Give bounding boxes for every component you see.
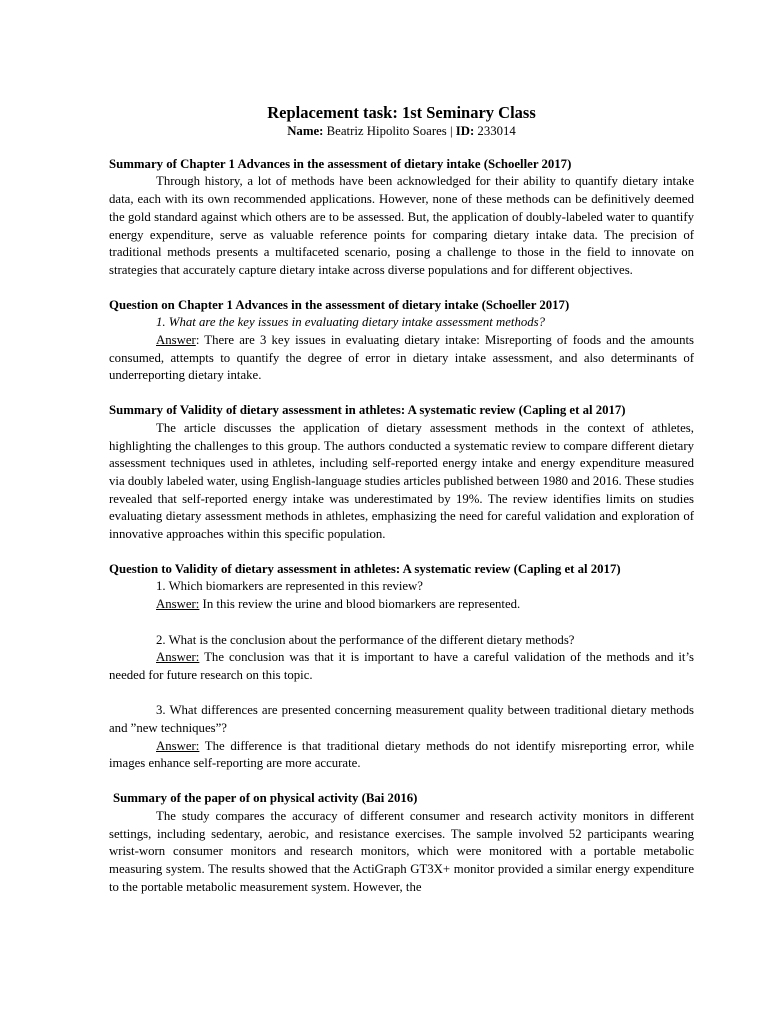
answer-paragraph	[109, 332, 694, 385]
id-label: ID:	[455, 124, 475, 138]
answer-text: : There are 3 key issues in evaluating dietary intake: Misreporting of foods and the amounts consumed, attempts to quantify the degree of error in dietary intake assessment, and also determinants of underreporting dietary intake.	[109, 333, 694, 383]
answer-paragraph	[109, 738, 694, 773]
answer-text: In this review the urine and blood biomarkers are represented.	[199, 597, 521, 612]
question-text: 1. Which biomarkers are represented in this review?	[156, 579, 423, 594]
document-content	[109, 102, 694, 913]
section-summary-capling	[109, 402, 694, 544]
answer-paragraph	[109, 649, 694, 684]
section-summary-schoeller	[109, 156, 694, 280]
question-text: 3. What differences are presented concerning measurement quality between traditional dietary methods and ”new techniques”?	[109, 703, 694, 736]
section-heading: Question to Validity of dietary assessment in athletes: A systematic review (Capling et al 2017)	[109, 561, 621, 576]
answer-text: The difference is that traditional dietary methods do not identify misreporting error, while images enhance self-reporting are more accurate.	[109, 738, 694, 771]
section-heading: Summary of Chapter 1 Advances in the assessment of dietary intake (Schoeller 2017)	[109, 156, 572, 171]
answer-label: Answer:	[156, 738, 200, 753]
section-heading: Summary of the paper of on physical activity (Bai 2016)	[113, 791, 418, 806]
section-summary-bai	[109, 790, 694, 896]
answer-label: Answer:	[156, 597, 200, 612]
question-text: 1. What are the key issues in evaluating dietary intake assessment methods?	[156, 315, 546, 330]
answer-label: Answer:	[156, 650, 200, 665]
name-label: Name:	[287, 124, 324, 138]
author-id: 233014	[477, 124, 516, 138]
section-body: The study compares the accuracy of different consumer and research activity monitors in different settings, including sedentary, aerobic, and resistance exercises. The sample involved 52 participants wearing wrist-worn consumer monitors and research monitors, which were monitored with a portable metabolic measuring system. The results showed that the ActiGraph GT3X+ monitor provided a similar energy expenditure to the portable metabolic measurement system. However, the	[109, 808, 694, 894]
section-body: The article discusses the application of dietary assessment methods in the context of athletes, highlighting the challenges to this group. The authors conducted a systematic review to compare different dietary assessment techniques used in athletes, including self-reported energy intake and energy expenditure measured via doubly labeled water, using English-language studies articles published between 1980 and 2016. These studies revealed that self-reported energy intake was underestimated by 19%. The review identifies limits on studies evaluating dietary assessment methods in athletes, emphasizing the need for careful validation and exploration of innovative approaches within this specific population.	[109, 420, 694, 542]
author-line	[109, 123, 694, 141]
answer-paragraph	[109, 596, 694, 614]
section-body: Through history, a lot of methods have been acknowledged for their ability to quantify dietary intake data, each with its own recommended applications. However, none of these methods can be definitively deemed the gold standard against which others are to be assessed. But, the application of doubly-labeled water to quantify energy expenditure, serve as valuable reference points for comparing dietary intake data. The precision of traditional methods presents a multifaceted scenario, posing a challenge to those in the field to innovate on strategies that accurately capture dietary intake across diverse populations and for different objectives.	[109, 174, 694, 277]
spacer	[109, 614, 694, 632]
section-question-capling	[109, 561, 694, 773]
answer-label: Answer	[156, 333, 196, 348]
section-heading: Question on Chapter 1 Advances in the assessment of dietary intake (Schoeller 2017)	[109, 297, 570, 312]
section-question-schoeller	[109, 297, 694, 386]
question-text: 2. What is the conclusion about the performance of the different dietary methods?	[156, 632, 575, 647]
spacer	[109, 685, 694, 703]
answer-text: The conclusion was that it is important to have a careful validation of the methods and it’s needed for future research on this topic.	[109, 650, 694, 682]
section-heading: Summary of Validity of dietary assessment in athletes: A systematic review (Capling et al 2017)	[109, 403, 626, 418]
document-title: Replacement task: 1st Seminary Class	[267, 103, 536, 122]
author-name: Beatriz Hipolito Soares |	[326, 124, 453, 138]
